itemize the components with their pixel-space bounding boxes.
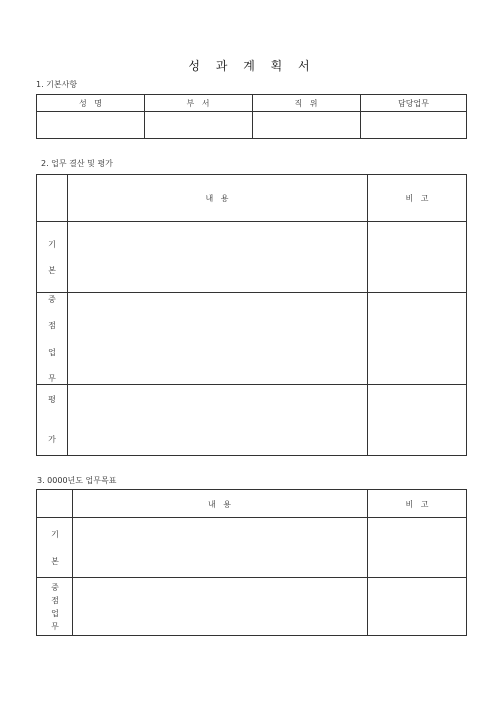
- row-label-char: 업: [48, 348, 56, 357]
- row-label-char: 가: [48, 435, 56, 444]
- section2-label: 2. 업무 결산 및 평가: [41, 159, 113, 168]
- row-label-char: 업: [51, 609, 59, 618]
- basic-goal-remarks-cell[interactable]: [368, 518, 467, 577]
- header-duty: 담당업무: [398, 99, 429, 108]
- row-label-char: 점: [51, 596, 59, 605]
- evaluation-table: [36, 174, 467, 456]
- goals-table: [36, 489, 467, 636]
- header-position: 직 위: [294, 99, 318, 108]
- remarks-header: 비 고: [405, 500, 429, 509]
- row-label-char: 기: [48, 240, 56, 249]
- department-cell[interactable]: [145, 112, 252, 139]
- row-label-char: 평: [48, 395, 56, 404]
- evaluation-content-cell[interactable]: [68, 385, 367, 456]
- header-department: 부 서: [186, 99, 210, 108]
- basic-remarks-cell[interactable]: [368, 222, 467, 292]
- row-label-char: 기: [51, 530, 59, 539]
- row-label-char: 점: [48, 321, 56, 330]
- row-label-char: 무: [48, 374, 56, 383]
- basic-goal-content-cell[interactable]: [73, 518, 367, 577]
- key-goal-content-cell[interactable]: [73, 578, 367, 636]
- evaluation-remarks-cell[interactable]: [368, 385, 467, 456]
- document-title: 성 과 계 획 서: [188, 59, 316, 73]
- section3-label: 3. 0000년도 업무목표: [37, 476, 117, 485]
- key-task-remarks-cell[interactable]: [368, 293, 467, 384]
- key-goal-remarks-cell[interactable]: [368, 578, 467, 636]
- name-cell[interactable]: [37, 112, 144, 139]
- header-name: 성 명: [78, 99, 103, 108]
- row-label-char: 무: [51, 622, 59, 631]
- row-label-char: 본: [48, 266, 56, 275]
- section1-label: 1. 기본사항: [36, 80, 78, 89]
- basic-info-table: [36, 94, 467, 139]
- basic-content-cell[interactable]: [68, 222, 367, 292]
- row-label-char: 중: [51, 583, 59, 592]
- row-label-char: 본: [51, 557, 59, 566]
- content-header: 내 용: [207, 500, 232, 509]
- duty-cell[interactable]: [361, 112, 467, 139]
- content-header: 내 용: [205, 194, 229, 203]
- remarks-header: 비 고: [405, 194, 429, 203]
- position-cell[interactable]: [253, 112, 360, 139]
- row-label-char: 중: [48, 295, 56, 304]
- key-task-content-cell[interactable]: [68, 293, 367, 384]
